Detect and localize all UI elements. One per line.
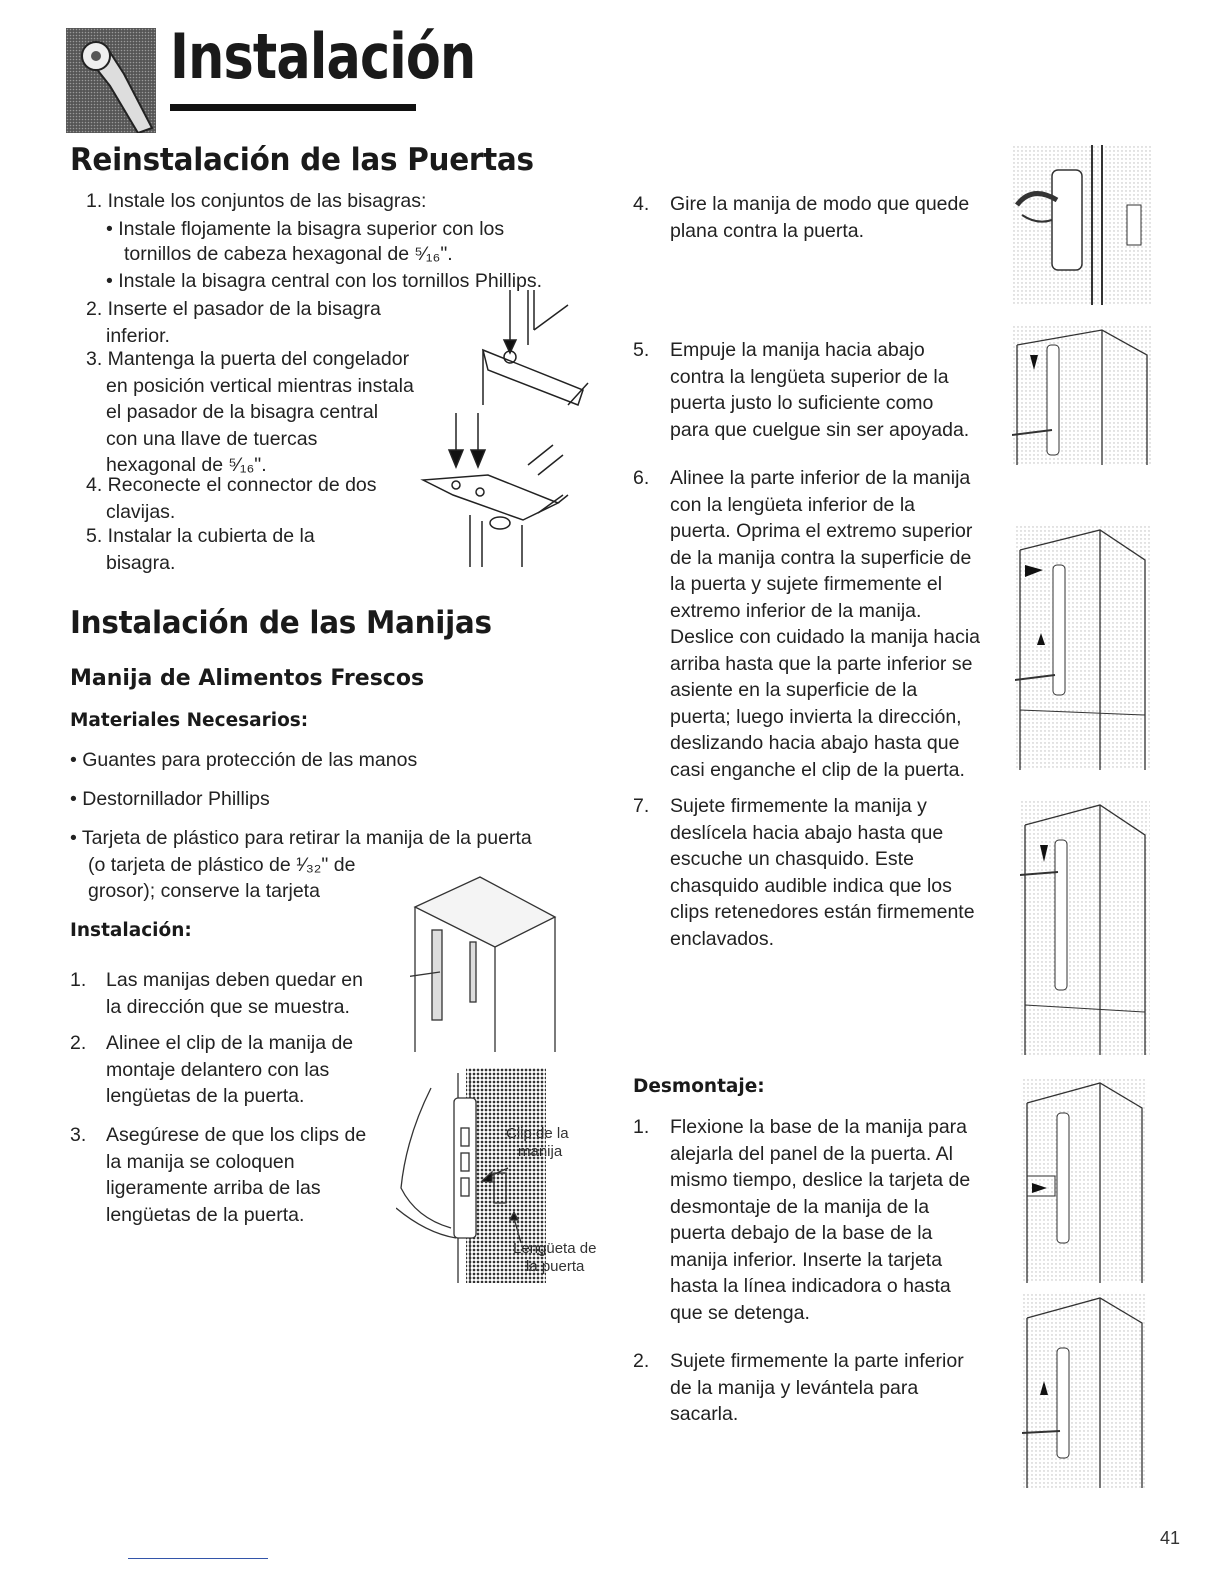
material-1: • Guantes para protección de las manos [70,749,418,771]
snap-handle-illustration [1020,800,1150,1055]
material-3: • Tarjeta de plástico para retirar la manija de la puerta (o tarjeta de plástico de ¹⁄₃₂" de grosor); conserve la tarjeta [70,827,532,902]
wrench-icon [66,28,156,133]
step-7-text: Sujete firmemente la manija y deslícela hacia abajo hasta que escuche un chasquido. Este chasquido audible indica que los clips retenedores están firmemente enclavados. [670,795,975,950]
section-title: Instalación [170,20,476,93]
step-5-text: Empuje la manija hacia abajo contra la lengüeta superior de la puerta justo lo suficiente como para que cuelgue sin ser apoyada. [670,339,970,441]
handles-subheading: Manija de Alimentos Frescos [70,666,425,691]
install-step-2-number: 2. [70,1032,87,1054]
reinstall-heading: Reinstalación de las Puertas [70,142,534,178]
reinstall-step-3: 3. Mantenga la puerta del congelador en posición vertical mientras instala el pasador de la bisagra central con una llave de tuercas hexagonal de ⁵⁄₁₆". [86,348,414,476]
removal-step-1-number: 1. [633,1116,650,1138]
install-step-1: Las manijas deben quedar en la dirección que se muestra. [106,969,363,1018]
push-handle-illustration [1012,325,1152,465]
step-7-number: 7. [633,795,650,817]
step-4-text: Gire la manija de modo que quede plana contra la puerta. [670,193,970,242]
fridge-handle-illustration [410,872,560,1062]
removal-heading: Desmontaje: [633,1076,765,1097]
clip-label: Clip de la manija [506,1125,569,1160]
removal-step-1-text: Flexione la base de la manija para alejarla del panel de la puerta. Al mismo tiempo, deslice la tarjeta de desmontaje de la manija de la puerta debajo de la base de la manija inferior. Inserte la tarjeta hasta la línea indicadora o hasta que se detenga. [670,1116,971,1324]
reinstall-step-4: 4. Reconecte el connector de dos clavijas. [86,474,377,523]
title-underline [170,104,416,111]
footer-rule [128,1558,268,1559]
rotate-handle-illustration [1012,145,1152,305]
reinstall-bullet-1b: • Instale la bisagra central con los tornillos Phillips. [106,270,543,292]
materials-heading: Materiales Necesarios: [70,710,309,731]
step-4-number: 4. [633,193,650,215]
align-handle-illustration [1015,525,1150,770]
install-heading: Instalación: [70,920,192,941]
removal-step-2-text: Sujete firmemente la parte inferior de la manija y levántela para sacarla. [670,1350,964,1425]
reinstall-bullet-1a: • Instale flojamente la bisagra superior con los [106,218,505,240]
reinstall-bullet-1a-cont: tornillos de cabeza hexagonal de ⁵⁄₁₆". [124,243,453,265]
removal-step-2-number: 2. [633,1350,650,1372]
material-2: • Destornillador Phillips [70,788,270,810]
install-step-3-number: 3. [70,1124,87,1146]
reinstall-step-2: 2. Inserte el pasador de la bisagra inferior. [86,298,381,347]
install-step-3: Asegúrese de que los clips de la manija se coloquen ligeramente arriba de las lengüetas de la puerta. [106,1124,367,1226]
flex-handle-illustration [1022,1078,1147,1283]
hinge-illustration [418,285,593,575]
reinstall-step-5: 5. Instalar la cubierta de la bisagra. [86,525,315,574]
reinstall-step-1: 1. Instale los conjuntos de las bisagras: [86,190,427,212]
tab-label: Lengüeta de la puerta [513,1240,597,1275]
lift-handle-illustration [1022,1293,1147,1488]
step-6-text: Alinee la parte inferior de la manija con la lengüeta inferior de la puerta. Oprima el extremo superior de la manija contra la superficie de la puerta y sujete firmemente el extremo inferior de la manija. Deslice con cuidado la manija hacia arriba hasta que la parte inferior se asiente en la superficie de la puerta; luego invierta la dirección, deslizando hacia abajo hasta que casi enganche el clip de la puerta. [670,467,981,781]
step-6-number: 6. [633,467,650,489]
handles-heading: Instalación de las Manijas [70,605,492,641]
page-number: 41 [1160,1528,1181,1548]
install-step-1-number: 1. [70,969,87,991]
step-5-number: 5. [633,339,650,361]
install-step-2: Alinee el clip de la manija de montaje delantero con las lengüetas de la puerta. [106,1032,354,1107]
